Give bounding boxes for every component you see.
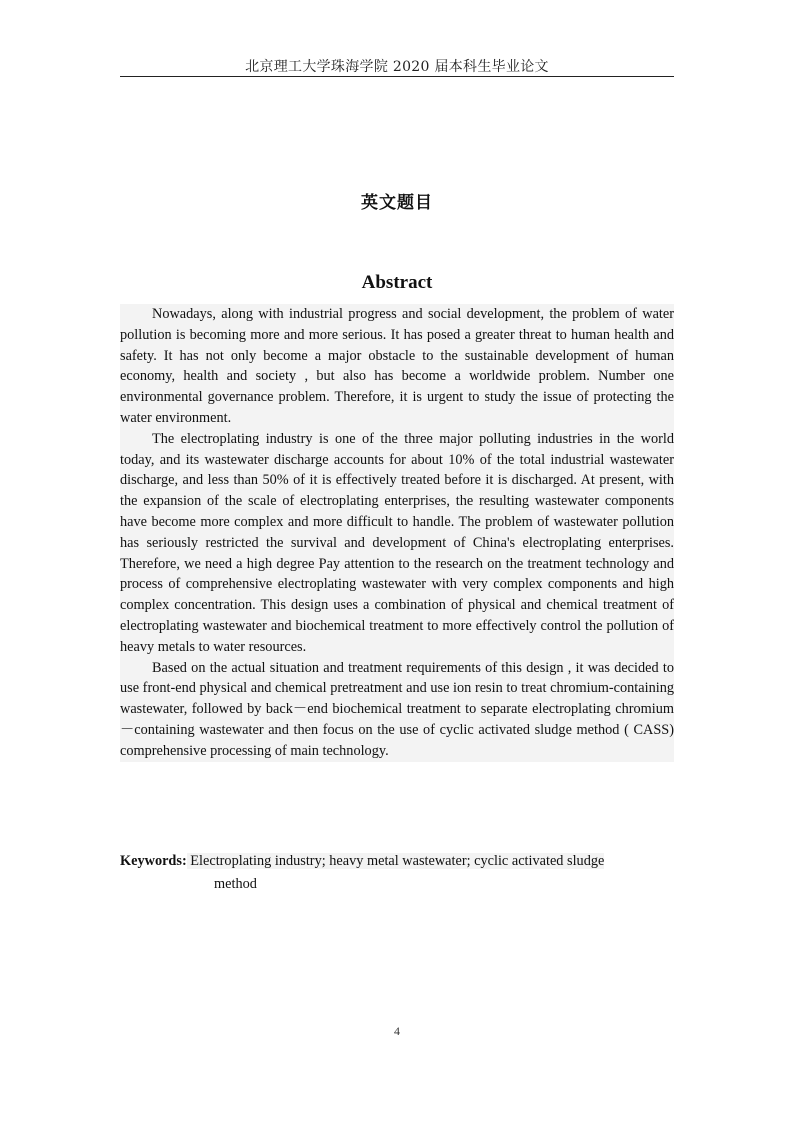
abstract-paragraph-3: Based on the actual situation and treatment requirements of this design , it was decided to use front-end physical and chemical pretreatment and use ion resin to treat chromium-containing wastewater, followed by back－end biochemical treatment to separate electroplating chromium－containing wastewater and then focus on the use of cyclic activated sludge method ( CASS) comprehensive processing of main technology. (120, 658, 674, 762)
keywords-line (120, 848, 674, 874)
keywords-continuation: method (214, 876, 257, 892)
thesis-title-cn: 英文题目 (361, 193, 433, 213)
keywords-text: Electroplating industry; heavy metal wastewater; cyclic activated sludge (186, 853, 605, 869)
abstract-heading: Abstract (361, 272, 433, 293)
abstract-body (120, 304, 674, 762)
header-divider (120, 76, 674, 77)
abstract-paragraph-1: Nowadays, along with industrial progress and social development, the problem of water pollution is becoming more and more serious. It has posed a greater threat to human health and safety. It has not only become a major obstacle to the sustainable development of human economy, health and society , but also has become a worldwide problem. Number one environmental governance problem. Therefore, it is urgent to study the issue of protecting the water environment. (120, 304, 674, 429)
page-number: 4 (394, 1024, 400, 1038)
keywords-label: Keywords: (120, 853, 187, 869)
abstract-paragraph-2: The electroplating industry is one of the three major polluting industries in the world today, and its wastewater discharge accounts for about 10% of the total industrial wastewater discharge, and less than 50% of it is effectively treated before it is discharged. At present, with the expansion of the scale of electroplating enterprises, the resulting wastewater components have become more complex and more difficult to handle. The problem of wastewater pollution has seriously restricted the survival and development of China's electroplating enterprises. Therefore, we need a high degree Pay attention to the research on the treatment technology and process of comprehensive electroplating wastewater with very complex components and high complex concentration. This design uses a combination of physical and chemical treatment of electroplating wastewater and biochemical treatment to more effectively control the pollution of heavy metals to water resources. (120, 429, 674, 658)
running-header: 北京理工大学珠海学院 2020 届本科生毕业论文 (245, 59, 549, 75)
